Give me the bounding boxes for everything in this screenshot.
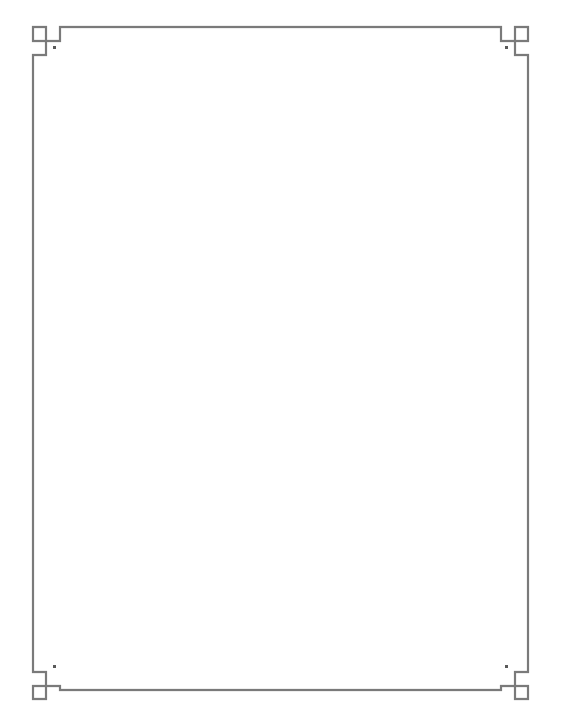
corner-dot-top-left xyxy=(53,46,56,49)
corner-dot-bottom-right xyxy=(505,665,508,668)
corner-dot-top-right xyxy=(505,46,508,49)
corner-dot-bottom-left xyxy=(53,665,56,668)
frame-border-line xyxy=(33,27,528,699)
